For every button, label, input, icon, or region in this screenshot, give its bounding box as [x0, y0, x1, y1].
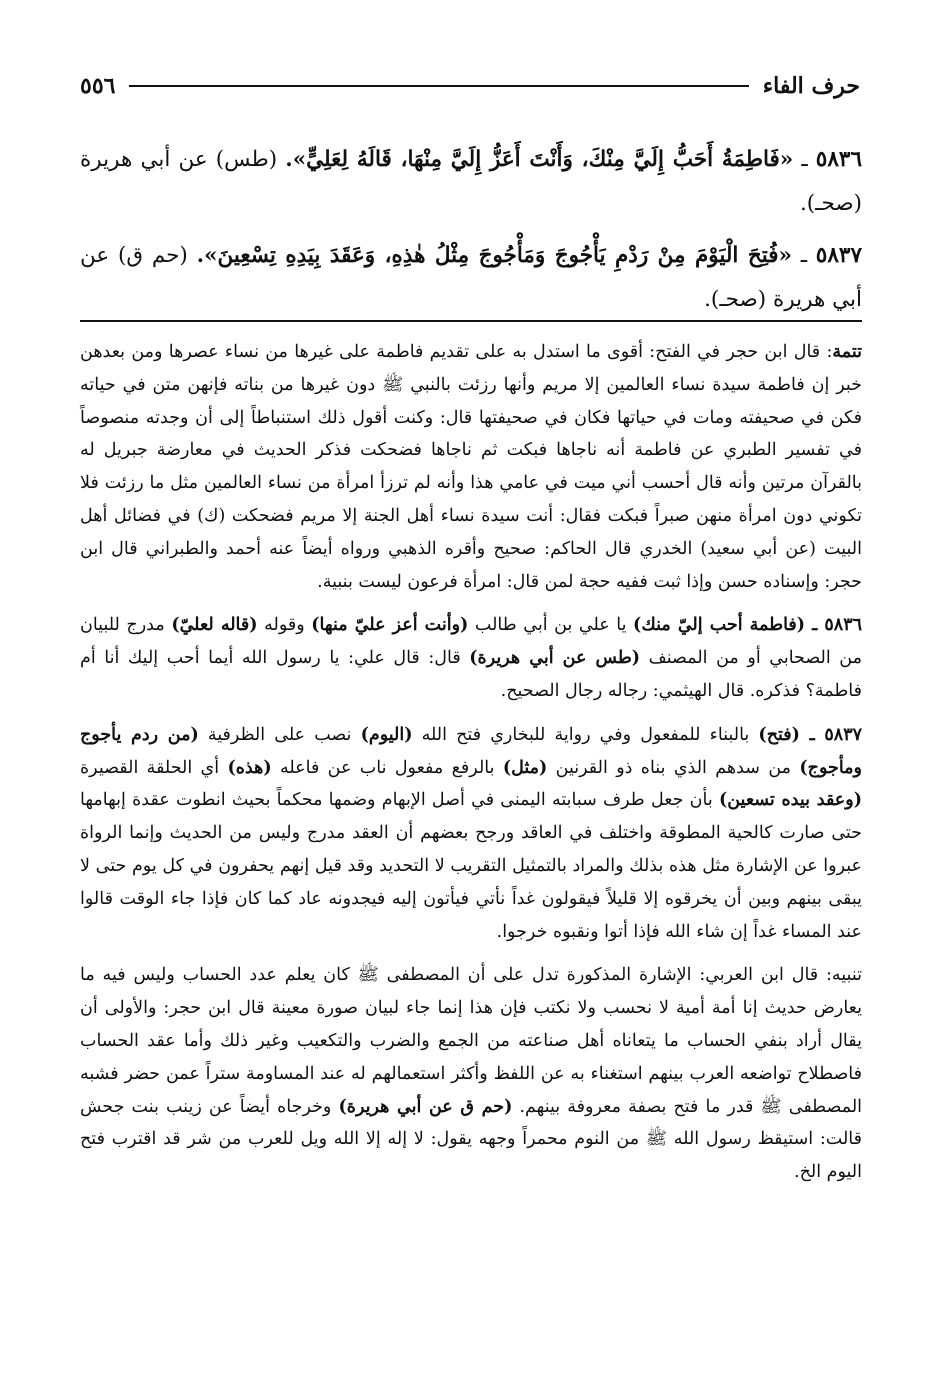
tatimma-text: : قال ابن حجر في الفتح: أقوى ما استدل به على تقديم فاطمة على غيرها من نساء عصرها ومن بعدهن خبر إن فاطمة سيدة نساء العالمين إلا مريم وأنها رزئت بالنبي ﷺ دون غيرها من بناته فإنهن متن في حياته فكن في صحيفته ومات في حياتها فكان في صحيفتها قال: وكنت أقول ذلك استنباطاً إلى أن وجدته منصوصاً في تفسير الطبري عن فاطمة أنه ناجاها فبكت ثم ناجاها فضحكت فذكر الحديث في معارضة جبريل له بالقرآن مرتين وأنه قال أحسب أني ميت في عامي هذا وأنه لم ترزأ امرأة من نساء العالمين مثل ما رزئت فلا تكوني دون امرأة منهن صبراً فبكت فقال: أنت سيدة نساء أهل الجنة إلا مريم فضحكت (ك) في فضائل أهل البيت (عن أبي سعيد) الخدري قال الحاكم: صحيح وأقره الذهبي ورواه أيضاً عنه أحمد والطبراني قال ابن حجر: وإسناده حسن وإذا ثبت ففيه حجة لمن قال: امرأة فرعون ليست بنبية.	[80, 342, 862, 592]
note-quote: (من ردم يأجوج ومأجوج)	[80, 724, 862, 778]
note-lead: ٥٨٣٦ ـ (فاطمة أحب إليّ منك)	[633, 615, 862, 636]
hadith-number: ٥٨٣٦	[815, 147, 862, 172]
hadith-dash: ـ	[791, 243, 816, 268]
note-5836	[80, 609, 862, 707]
header-rule	[129, 85, 748, 87]
hadith-number: ٥٨٣٧	[815, 243, 862, 268]
hadith-text	[80, 138, 862, 330]
note-text: بأن جعل طرف سبابته اليمنى في أصل الإبهام وضمها محكماً بحيث انطوت عقدة إبهامها حتى صارت كالحية المطوقة واختلف في العاقد ورجح بعضهم أن العقد مدرج وليس من الحديث وإنما الرواة عبروا عن الإشارة مثل هذه بذلك والمراد بالتمثيل التقريب لا التحديد وقد قيل إنهم يحفرون في كل يوم حتى لا يبقى بينهم وبين أن يخرقوه إلا قليلاً فيقولون غداً نأتي فيأتون إليه فيجدونه عاد كما كان فإذا جاء الوقت قالوا عند المساء غداً إن شاء الله فإذا أتوا ونقبوه خرجوا.	[80, 790, 862, 942]
note-quote: (قاله لعليّ)	[171, 615, 258, 636]
tatimma-paragraph	[80, 336, 862, 598]
note-text: مدرج للبيان من الصحابي أو من المصنف	[80, 615, 862, 669]
page-header	[80, 70, 860, 102]
note-text: يا علي بن أبي طالب	[468, 615, 634, 636]
note-quote: (وأنت أعز عليّ منها)	[311, 615, 469, 636]
note-quote: (هذه)	[227, 757, 272, 778]
note-text: أي الحلقة القصيرة	[80, 757, 228, 778]
note-text: بالرفع مفعول ناب عن فاعله	[271, 757, 503, 778]
hadith-source: (طس) عن أبي هريرة (صحـ).	[80, 147, 862, 216]
note-text: من سدهم الذي بناه ذو القرنين	[547, 757, 800, 778]
tanbih-text: وخرجاه أيضاً عن زينب بنت جحش قالت: استيقظ رسول الله ﷺ من النوم محمراً وجهه يقول: لا إله إلا الله ويل للعرب من شر قد اقترب فتح اليوم الخ.	[80, 1096, 862, 1183]
hadith-matn: «فَاطِمَةُ أَحَبُّ إِلَيَّ مِنْكَ، وَأَنْتَ أَعَزُّ إِلَيَّ مِنْهَا، قَالَهُ لِعَلِيٍّ».	[285, 147, 794, 172]
tanbih-paragraph	[80, 959, 862, 1189]
hadith-entry	[80, 234, 862, 322]
note-text: وقوله	[257, 615, 312, 636]
note-quote: (اليوم)	[360, 724, 413, 745]
hadith-matn: «فُتِحَ الْيَوْمَ مِنْ رَدْمِ يَأْجُوجَ وَمَأْجُوجَ مِثْلُ هٰذِهِ، وَعَقَدَ بِيَدِهِ تِسْعِينَ».	[196, 243, 792, 268]
note-quote: (طس عن أبي هريرة)	[469, 648, 641, 669]
hadith-source: (حم ق) عن أبي هريرة (صحـ).	[80, 243, 862, 312]
commentary	[80, 336, 862, 1200]
section-title: حرف الفاء	[762, 73, 860, 99]
page-number: ٥٥٦	[80, 73, 116, 99]
note-quote: (وعقد بيده تسعين)	[718, 790, 862, 811]
tatimma-label: تتمة	[832, 342, 862, 362]
hadith-entry	[80, 138, 862, 226]
note-text: قال: قال علي: يا رسول الله أيما أحب إليك أنا أم فاطمة؟ فذكره. قال الهيثمي: رجاله رجال الصحيح.	[80, 648, 862, 701]
tanbih-source: (حم ق عن أبي هريرة)	[338, 1096, 513, 1117]
note-quote: (مثل)	[502, 757, 548, 778]
note-text: نصب على الظرفية	[198, 724, 361, 745]
footnote-separator	[80, 320, 862, 322]
note-text: بالبناء للمفعول وفي رواية للبخاري فتح الله	[412, 724, 759, 745]
note-lead: ٥٨٣٧ ـ (فتح)	[758, 724, 862, 745]
tanbih-text: تنبيه: قال ابن العربي: الإشارة المذكورة تدل على أن المصطفى ﷺ كان يعلم عدد الحساب وليس فيه ما يعارض حديث إنا أمة أمية لا نحسب ولا نكتب فإن هذا إنما جاء لبيان صورة معينة قال ابن حجر: والأولى أن يقال أراد بنفي الحساب ما يتعاناه أهل صناعته من الجمع والضرب والتكعيب وغير ذلك وأما عقد الحساب فاصطلاح تواضعه العرب بينهم استغناء به عن اللفظ وأكثر استعمالهم له عند المساومة ستراً عمن حضر فشبه المصطفى ﷺ قدر ما فتح بصفة معروفة بينهم.	[80, 965, 863, 1117]
note-5837	[80, 719, 862, 949]
hadith-dash: ـ	[793, 147, 816, 172]
